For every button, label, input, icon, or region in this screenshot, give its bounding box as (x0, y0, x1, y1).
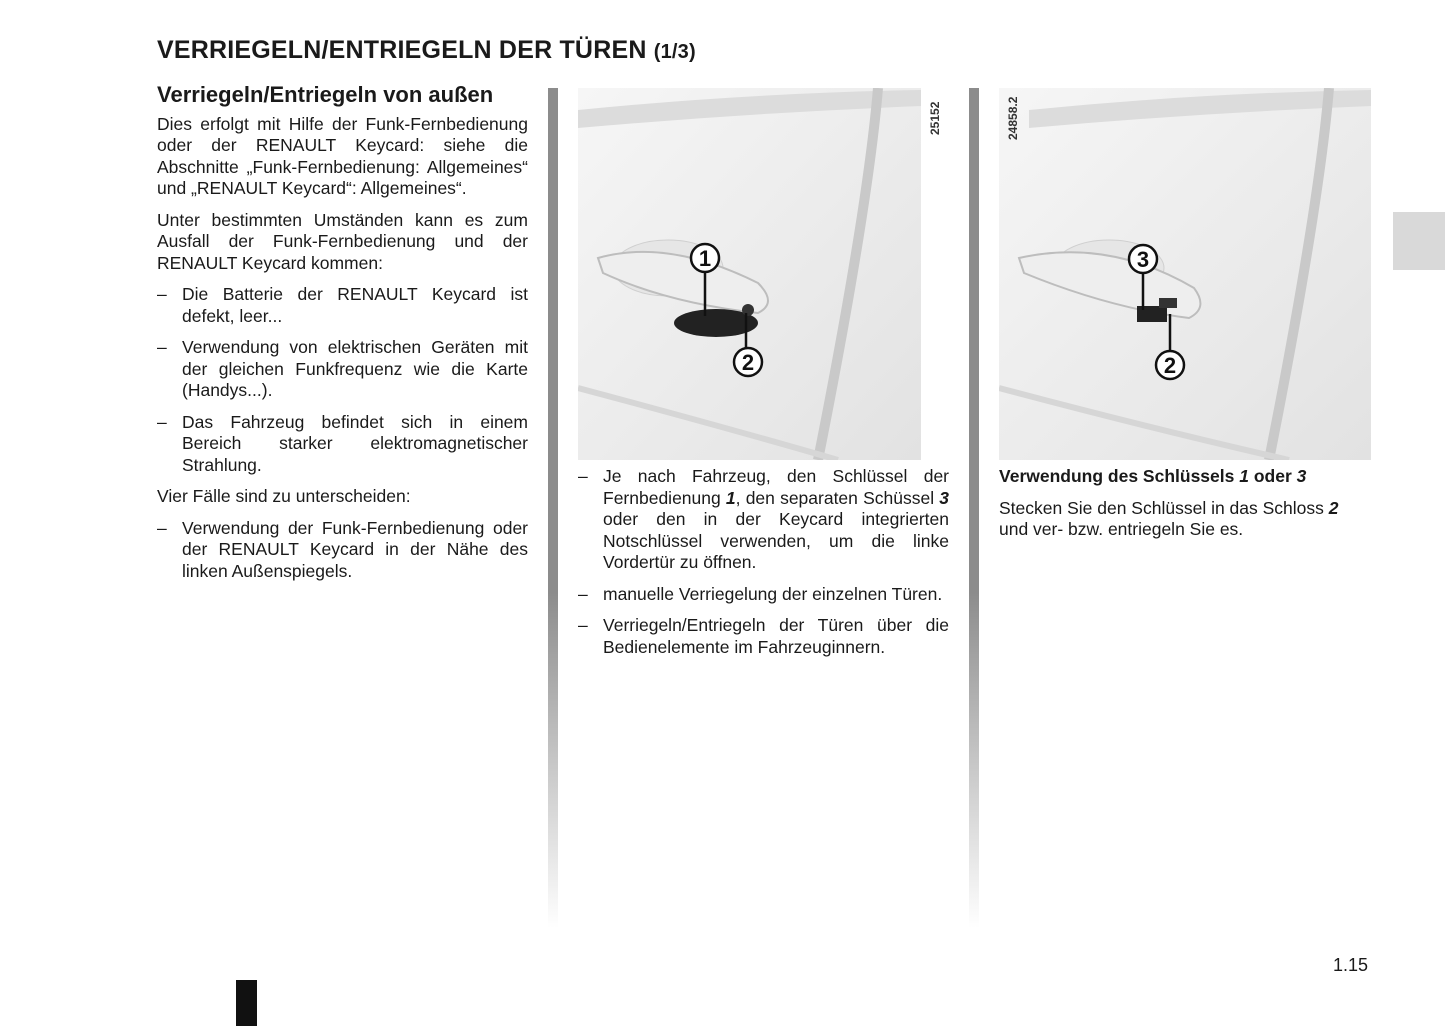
list-item-text: manuelle Verriegelung der einzelnen Türen. (603, 583, 943, 604)
callout-2 (1156, 351, 1184, 379)
list-item (578, 466, 949, 574)
door-lock (1159, 298, 1177, 308)
svg-text:2: 2 (741, 350, 755, 375)
list-item (578, 615, 949, 658)
list-item (578, 584, 949, 606)
paragraph-circumstances: Unter bestimmten Umständen kann es zum Ausfall der Funk-Fernbedienung und der RENAULT Keycard kommen: (157, 209, 528, 273)
section-heading: Verriegeln/Entriegeln von außen (157, 82, 494, 107)
list-item (157, 412, 528, 477)
page-number: 1.15 (1333, 955, 1369, 975)
list-item-text (603, 466, 949, 572)
ref-number: 1 (725, 487, 736, 508)
list-item-text: Das Fahrzeug befindet sich in einem Bereich starker elektromagnetischer Strahlung. (182, 411, 528, 475)
ref-number: 3 (939, 487, 949, 508)
dash-marker: – (157, 284, 167, 304)
print-marker (236, 980, 257, 1026)
list-item (157, 284, 528, 327)
list-item (157, 518, 528, 583)
page-title-main: VERRIEGELN/ENTRIEGELN DER TÜREN (157, 36, 647, 64)
figure-door-handle-separate-key (999, 88, 1371, 460)
column-separator (969, 88, 979, 928)
dash-marker: – (578, 615, 588, 635)
text-run: , den separaten Schüssel (735, 487, 940, 508)
list-item (157, 337, 528, 402)
list-item-text: Verriegeln/Entriegeln der Türen über die Bedienelemente im Fahrzeuginnern. (603, 615, 949, 657)
figure-code: 25152 (928, 101, 942, 135)
text-run: Stecken Sie den Schlüssel in das Schloss (999, 497, 1329, 518)
list-item-text: Verwendung der Funk-Fernbedienung oder der RENAULT Keycard in der Nähe des linken Außenspiegels. (182, 517, 528, 581)
svg-text:3: 3 (1136, 247, 1150, 272)
door-handle-illustration (999, 88, 1371, 460)
column-separator (548, 88, 558, 928)
page-title-suffix: (1/3) (653, 41, 696, 63)
page-title (157, 36, 696, 65)
callout-3 (1129, 245, 1157, 273)
separate-key (1137, 306, 1167, 322)
column-middle (578, 466, 949, 668)
list-item-text: Verwendung von elektrischen Geräten mit der gleichen Funkfrequenz wie die Karte (Handys...). (182, 337, 528, 400)
dash-marker: – (578, 466, 588, 486)
ref-number: 2 (1328, 497, 1339, 518)
callout-1 (691, 244, 719, 272)
figure-door-handle-remote-key (578, 88, 921, 460)
door-lock (742, 304, 754, 316)
figure-code: 24858.2 (1006, 96, 1020, 140)
text-run: und ver- bzw. entriegeln Sie es. (999, 519, 1244, 539)
dash-marker: – (157, 517, 167, 538)
paragraph-cases: Vier Fälle sind zu unterscheiden: (157, 486, 411, 506)
paragraph-intro: Dies erfolgt mit Hilfe der Funk-Fernbedienung oder der RENAULT Keycard: siehe die Abschnitte „Funk-Fernbedienung: Allgemeines“ und „RENAULT Keycard“: Allgemeines“. (157, 113, 528, 198)
text-run: oder den in der Keycard integrierten Notschlüssel verwenden, um die linke Vordertür zu öffnen. (603, 509, 949, 572)
figure-caption (999, 466, 1371, 488)
chapter-tab (1393, 212, 1445, 270)
text-run: Je nach Fahrzeug, den Schlüssel der Fernbedienung (603, 466, 949, 508)
text-run: oder (1248, 466, 1297, 486)
text-run: Verwendung des Schlüssels (999, 466, 1240, 486)
paragraph-instruction (999, 498, 1371, 541)
dash-marker: – (157, 411, 167, 432)
dash-marker: – (578, 583, 588, 604)
column-right (999, 466, 1371, 551)
svg-text:1: 1 (698, 246, 712, 271)
column-left (157, 84, 528, 592)
ref-number: 3 (1296, 466, 1307, 486)
callout-2 (734, 348, 762, 376)
dash-marker: – (157, 337, 167, 357)
ref-number: 1 (1239, 466, 1249, 486)
door-handle-illustration (578, 88, 921, 460)
list-item-text: Die Batterie der RENAULT Keycard ist defekt, leer... (182, 284, 528, 326)
svg-text:2: 2 (1163, 353, 1177, 378)
